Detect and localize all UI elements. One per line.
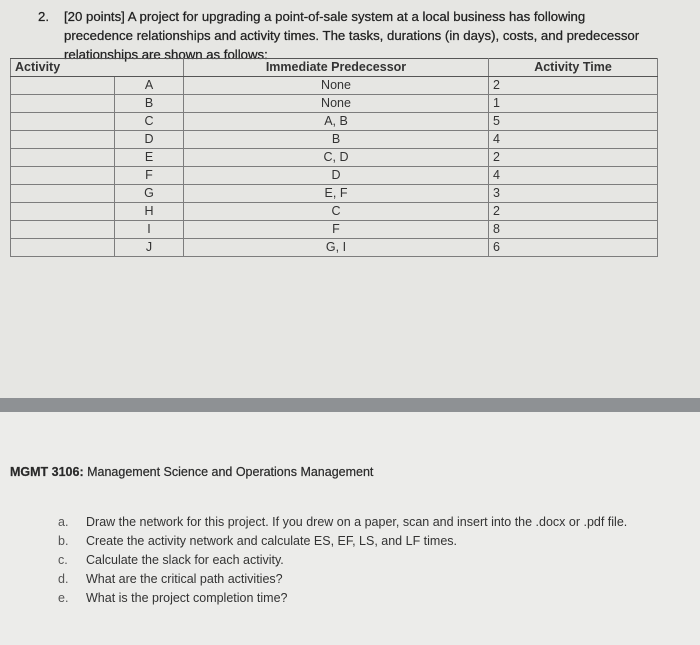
table-row (11, 221, 658, 239)
predecessor-cell: G, I (184, 239, 489, 257)
predecessor-cell: F (184, 221, 489, 239)
task-text: Draw the network for this project. If you drew on a paper, scan and insert into the .docx or .pdf file. (86, 515, 628, 529)
task-text: Create the activity network and calculate ES, EF, LS, and LF times. (86, 534, 458, 548)
activity-time-cell: 3 (489, 185, 658, 203)
activity-spacer-cell (11, 167, 115, 185)
predecessor-cell: C, D (184, 149, 489, 167)
activity-cell: J (115, 239, 184, 257)
table-row (11, 239, 658, 257)
predecessor-cell: A, B (184, 113, 489, 131)
task-marker: e. (58, 591, 69, 605)
task-list (58, 513, 658, 608)
predecessor-cell: D (184, 167, 489, 185)
task-text: What is the project completion time? (86, 591, 288, 605)
activity-table (10, 58, 658, 257)
activity-spacer-cell (11, 203, 115, 221)
predecessor-cell: B (184, 131, 489, 149)
course-title (10, 465, 373, 479)
activity-cell: I (115, 221, 184, 239)
activity-time-cell: 5 (489, 113, 658, 131)
predecessor-cell: None (184, 95, 489, 113)
activity-cell: E (115, 149, 184, 167)
activity-spacer-cell (11, 95, 115, 113)
course-name: Management Science and Operations Management (83, 465, 374, 479)
activity-cell: C (115, 113, 184, 131)
table-row (11, 95, 658, 113)
header-activity: Activity (11, 59, 184, 77)
table-body (11, 77, 658, 257)
task-marker: d. (58, 572, 69, 586)
task-marker: c. (58, 553, 68, 567)
question-text: [20 points] A project for upgrading a point-of-sale system at a local business has following precedence relationships and activity times. The tasks, durations (in days), costs, and predecessor relationships are shown as follows: (64, 9, 640, 62)
activity-time-cell: 8 (489, 221, 658, 239)
task-item (58, 513, 658, 532)
page-divider (0, 398, 700, 412)
table-header-row (11, 59, 658, 77)
activity-time-cell: 1 (489, 95, 658, 113)
task-item (58, 570, 658, 589)
table-row (11, 77, 658, 95)
table-row (11, 167, 658, 185)
activity-cell: D (115, 131, 184, 149)
question-number: 2. (38, 9, 49, 24)
predecessor-cell: None (184, 77, 489, 95)
activity-cell: A (115, 77, 184, 95)
activity-spacer-cell (11, 149, 115, 167)
activity-time-cell: 6 (489, 239, 658, 257)
activity-cell: H (115, 203, 184, 221)
table-row (11, 185, 658, 203)
table-row (11, 203, 658, 221)
predecessor-cell: E, F (184, 185, 489, 203)
activity-cell: F (115, 167, 184, 185)
predecessor-cell: C (184, 203, 489, 221)
activity-spacer-cell (11, 77, 115, 95)
task-text: Calculate the slack for each activity. (86, 553, 284, 567)
task-item (58, 551, 658, 570)
header-activity-time: Activity Time (489, 59, 658, 77)
activity-time-cell: 4 (489, 131, 658, 149)
task-marker: b. (58, 534, 69, 548)
task-text: What are the critical path activities? (86, 572, 283, 586)
activity-spacer-cell (11, 185, 115, 203)
activity-spacer-cell (11, 113, 115, 131)
task-marker: a. (58, 515, 69, 529)
activity-cell: B (115, 95, 184, 113)
activity-spacer-cell (11, 221, 115, 239)
table-row (11, 131, 658, 149)
task-item (58, 532, 658, 551)
activity-spacer-cell (11, 131, 115, 149)
header-predecessor: Immediate Predecessor (184, 59, 489, 77)
activity-time-cell: 4 (489, 167, 658, 185)
table-row (11, 149, 658, 167)
table-row (11, 113, 658, 131)
activity-cell: G (115, 185, 184, 203)
activity-time-cell: 2 (489, 203, 658, 221)
activity-time-cell: 2 (489, 149, 658, 167)
task-item (58, 589, 658, 608)
course-code: MGMT 3106: (10, 465, 84, 479)
activity-spacer-cell (11, 239, 115, 257)
activity-time-cell: 2 (489, 77, 658, 95)
